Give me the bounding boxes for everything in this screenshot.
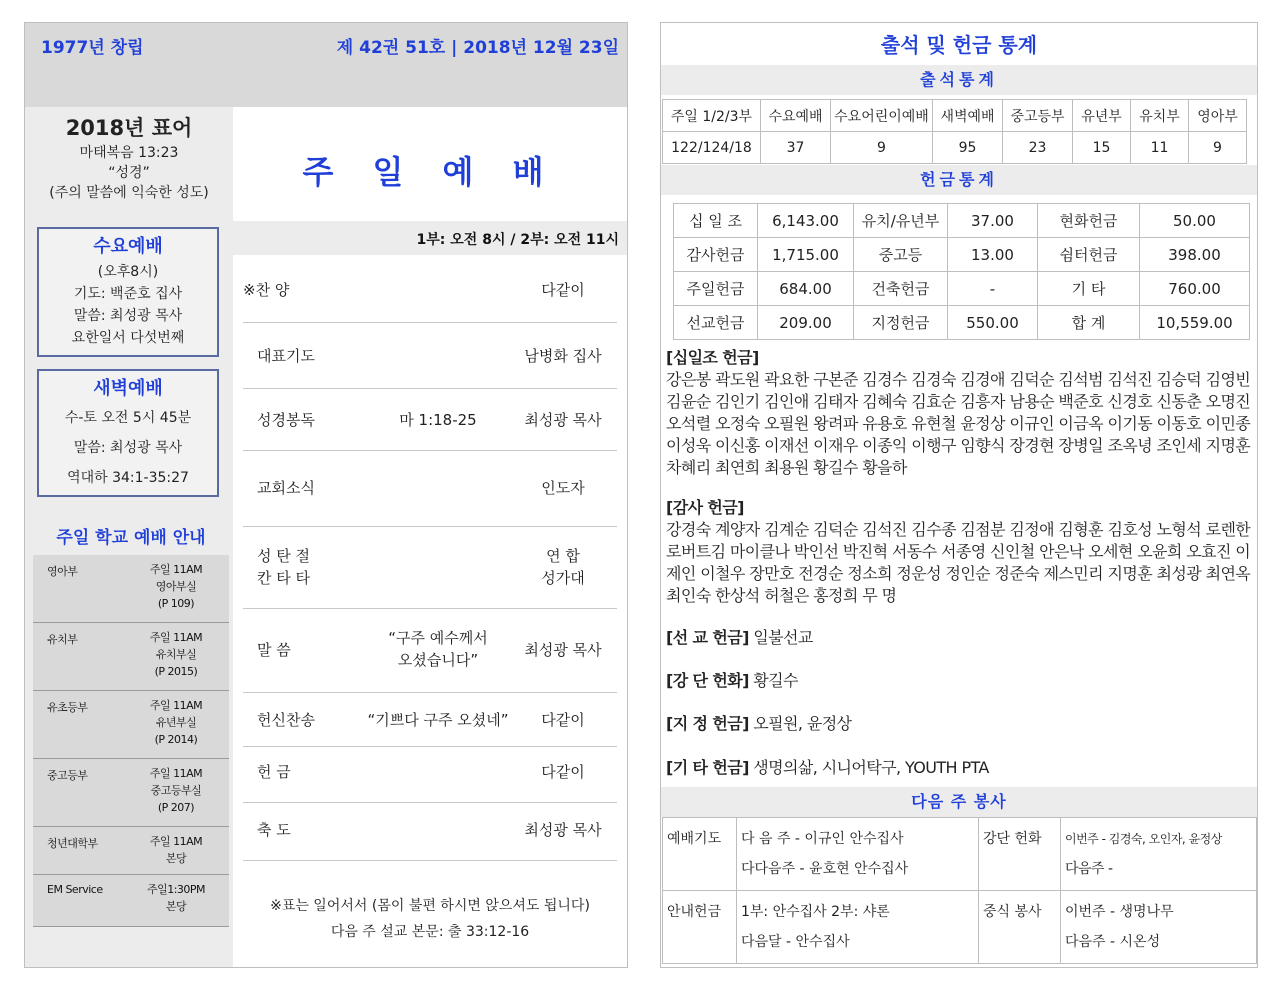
order-row: 성 탄 절 칸 타 타 연 합 성가대 — [243, 527, 617, 609]
tithe-names: 강은봉 곽도원 곽요한 구본준 김경수 김경숙 김경애 김덕순 김석범 김석진 김승덕 김영빈 김윤순 김인기 김인애 김태자 김혜숙 김효순 김흥자 남용순 백준호 신경호 신동춘 오명진 오석렬 오정숙 오필원 왕려파 유용호 유현철 윤정상 이규인 이금옥 이기동 이동호 이민종 이성욱 이신홍 이재선 이재우 이종익 이행구 임향식 장경현 장병일 조옥녕 조인세 지명훈 차혜리 최연희 최용원 황길수 황을하 — [666, 370, 1251, 477]
school-when-where: 주일1:30PM 본당 — [146, 883, 206, 913]
dawn-time: 수-토 오전 5시 45분 — [64, 410, 192, 426]
service-title: 주 일 예 배 — [302, 153, 558, 191]
next-week-row: 예배기도 다 음 주 - 이규인 안수집사 다다음주 - 윤호현 안수집사 강단 헌화 이번주 - 김경숙, 오인자, 윤정상 다음주 - — [663, 818, 1257, 891]
dawn-service-box — [37, 369, 219, 497]
designated-donors — [666, 713, 1254, 735]
school-when-where: 주일 11AM 중고등부실 (P 207) — [149, 767, 203, 814]
wednesday-title: 수요예배 — [93, 236, 163, 257]
school-dept: 유초등부 — [47, 701, 88, 714]
order-row: 헌신찬송 “기쁘다 구주 오셨네” 다같이 — [243, 693, 617, 747]
order-row: 대표기도 남병화 집사 — [243, 323, 617, 389]
order-row: 헌 금 다같이 — [243, 747, 617, 803]
school-when-where: 주일 11AM 본당 — [149, 835, 203, 865]
school-when-where: 주일 11AM 유치부실 (P 2015) — [149, 631, 203, 678]
school-row — [33, 623, 229, 691]
order-of-worship — [243, 257, 617, 861]
school-schedule — [33, 555, 229, 927]
bulletin-front-page — [24, 22, 628, 968]
pulpit-donors — [666, 670, 1254, 692]
other-donors — [666, 757, 1254, 779]
dawn-title: 새벽예배 — [93, 378, 163, 399]
offering-row: 감사헌금 1,715.00 중고등 13.00 쉼터헌금 398.00 — [674, 238, 1250, 272]
mission-label: [선 교 헌금] — [666, 628, 749, 647]
pulpit-label: [강 단 헌화] — [666, 671, 749, 690]
order-row: 말 씀 “구주 예수께서 오셨습니다” 최성광 목사 — [243, 609, 617, 693]
attendance-title: 출석통계 — [661, 65, 1257, 95]
other-names: 생명의삶, 시니어탁구, YOUTH PTA — [753, 758, 989, 777]
founded-text: 1977년 창립 — [41, 38, 144, 58]
service-footnote — [233, 893, 627, 945]
wednesday-service-box — [37, 227, 219, 357]
thanks-names: 강경숙 계양자 김계순 김덕순 김석진 김수종 김점분 김정애 김형훈 김호성 노형석 로렌한 로버트김 마이클나 박인선 박진혁 서동수 서종영 신인철 안은낙 오세현 오윤희 오효진 이제인 이철우 장만호 전경순 정소희 정운성 정인순 정준숙 제스민리 지명훈 최성광 최연옥 최인숙 한상석 허철은 홍정희 무 명 — [666, 520, 1251, 605]
wednesday-prayer: 기도: 백준호 집사 — [73, 286, 183, 302]
stats-title: 출석 및 헌금 통계 — [880, 33, 1038, 57]
next-week-row: 안내헌금 1부: 안수집사 2부: 샤론 다음달 - 안수집사 중식 봉사 이번주 - 생명나무 다음주 - 시온성 — [663, 891, 1257, 964]
motto-verse: 마태복음 13:23 — [79, 145, 179, 161]
mission-donors — [666, 627, 1254, 649]
offering-title: 헌금통계 — [661, 165, 1257, 195]
motto-block — [25, 113, 233, 203]
bulletin-stats-page — [660, 22, 1258, 968]
attendance-value-row: 122/124/18 37 9 95 23 15 11 9 — [663, 132, 1247, 164]
designated-label: [지 정 헌금] — [666, 714, 749, 733]
dawn-text: 역대하 34:1-35:27 — [67, 470, 189, 486]
school-title: 주일 학교 예배 안내 — [56, 528, 206, 548]
school-dept: 중고등부 — [47, 769, 88, 782]
attendance-header-row: 주일 1/2/3부 수요예배 수요어린이예배 새벽예배 중고등부 유년부 유치부 영아부 — [663, 100, 1247, 132]
motto-meaning: (주의 말씀에 익숙한 성도) — [49, 185, 209, 201]
school-row — [33, 555, 229, 623]
order-row: 성경봉독 마 1:18-25 최성광 목사 — [243, 389, 617, 451]
thanks-label: [감사 헌금] — [666, 498, 744, 517]
thanks-donors — [666, 497, 1254, 607]
designated-names: 오필원, 윤정상 — [753, 714, 852, 733]
order-row: ※찬 양 다같이 — [243, 257, 617, 323]
school-row — [33, 759, 229, 827]
offering-table — [673, 203, 1250, 340]
offering-row: 선교헌금 209.00 지정헌금 550.00 합 계 10,559.00 — [674, 306, 1250, 340]
order-row: 축 도 최성광 목사 — [243, 803, 617, 861]
school-when-where: 주일 11AM 영아부실 (P 109) — [149, 563, 203, 610]
other-label: [기 타 헌금] — [666, 758, 749, 777]
standing-note: ※표는 일어서서 (몸이 불편 하시면 앉으셔도 됩니다) — [270, 898, 590, 914]
next-week-title: 다음 주 봉사 — [661, 787, 1257, 817]
school-dept: 영아부 — [47, 565, 78, 578]
school-when-where: 주일 11AM 유년부실 (P 2014) — [149, 699, 203, 746]
school-row — [33, 691, 229, 759]
order-row: 교회소식 인도자 — [243, 451, 617, 527]
school-dept: 유치부 — [47, 633, 78, 646]
wednesday-time: (오후8시) — [97, 264, 159, 280]
bulletin-header — [25, 23, 627, 107]
sunday-service — [233, 107, 627, 967]
offering-row: 십 일 조 6,143.00 유치/유년부 37.00 현화헌금 50.00 — [674, 204, 1250, 238]
tithe-label: [십일조 헌금] — [666, 348, 759, 367]
motto-title: 2018년 표어 — [65, 116, 193, 140]
mission-names: 일불선교 — [753, 628, 813, 647]
next-week-table — [662, 817, 1257, 964]
school-row — [33, 875, 229, 927]
motto-word: “성경” — [108, 165, 150, 181]
sidebar — [25, 107, 233, 967]
wednesday-text: 요한일서 다섯번째 — [71, 330, 185, 346]
school-dept: EM Service — [47, 883, 103, 896]
dawn-sermon: 말씀: 최성광 목사 — [73, 440, 183, 456]
school-row — [33, 827, 229, 875]
service-times: 1부: 오전 8시 / 2부: 오전 11시 — [416, 232, 619, 248]
next-sermon: 다음 주 설교 본문: 출 33:12-16 — [330, 924, 530, 940]
attendance-table — [662, 99, 1247, 164]
pulpit-names: 황길수 — [753, 671, 798, 690]
offering-row: 주일헌금 684.00 건축헌금 - 기 타 760.00 — [674, 272, 1250, 306]
service-times-bar — [233, 221, 627, 255]
school-dept: 청년대학부 — [47, 837, 98, 850]
wednesday-sermon: 말씀: 최성광 목사 — [73, 308, 183, 324]
tithe-donors — [666, 347, 1254, 479]
issue-date: 제 42권 51호 | 2018년 12월 23일 — [336, 38, 619, 58]
